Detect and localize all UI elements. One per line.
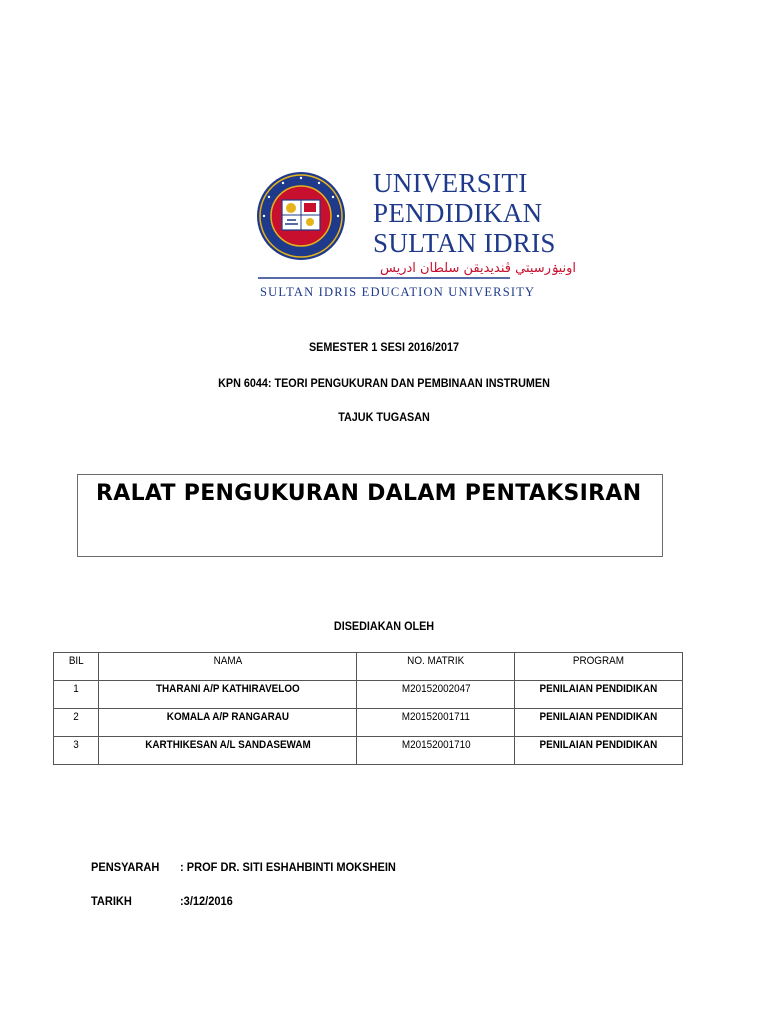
- cell-bil: 1: [54, 681, 99, 709]
- topic-label: TAJUK TUGASAN: [338, 410, 430, 424]
- header-program: PROGRAM: [515, 653, 683, 681]
- header-matrik: NO. MATRIK: [357, 653, 515, 681]
- table-header-row: [54, 653, 683, 681]
- header-bil: BIL: [54, 653, 99, 681]
- lecturer-label: PENSYARAH: [91, 860, 160, 874]
- assignment-title-box: [77, 474, 663, 557]
- cell-nama: KARTHIKESAN A/L SANDASEWAM: [98, 737, 357, 765]
- table-row: [54, 709, 683, 737]
- header-nama: NAMA: [98, 653, 357, 681]
- cell-bil: 2: [54, 709, 99, 737]
- cell-matrik: M20152001710: [357, 737, 515, 765]
- semester-line: SEMESTER 1 SESI 2016/2017: [308, 340, 460, 354]
- date-label: TARIKH: [91, 894, 132, 908]
- logo-name-line-2: PENDIDIKAN: [373, 198, 543, 228]
- logo-name-line-3: SULTAN IDRIS: [373, 228, 556, 258]
- cell-matrik: M20152001711: [357, 709, 515, 737]
- table-row: [54, 681, 683, 709]
- cell-nama: KOMALA A/P RANGARAU: [98, 709, 357, 737]
- cell-program: PENILAIAN PENDIDIKAN: [515, 681, 683, 709]
- logo-subtitle: SULTAN IDRIS EDUCATION UNIVERSITY: [260, 285, 536, 299]
- logo-name-line-1: UNIVERSITI: [373, 168, 528, 198]
- cell-program: PENILAIAN PENDIDIKAN: [515, 709, 683, 737]
- assignment-title: RALAT PENGUKURAN DALAM PENTAKSIRAN: [96, 481, 642, 506]
- cell-nama: THARANI A/P KATHIRAVELOO: [98, 681, 357, 709]
- members-table: [53, 652, 683, 765]
- prepared-by-label: DISEDIAKAN OLEH: [333, 619, 435, 633]
- course-line: KPN 6044: TEORI PENGUKURAN DAN PEMBINAAN INSTRUMEN: [218, 376, 550, 390]
- lecturer-value: : PROF DR. SITI ESHAHBINTI MOKSHEIN: [180, 860, 396, 874]
- cell-matrik: M20152002047: [357, 681, 515, 709]
- university-logo: [238, 150, 577, 318]
- cell-program: PENILAIAN PENDIDIKAN: [515, 737, 683, 765]
- logo-jawi-text: اونيۏرسيتي ڤنديديقن سلطان ادريس: [380, 261, 577, 276]
- date-value: :3/12/2016: [180, 894, 233, 908]
- table-row: [54, 737, 683, 765]
- cell-bil: 3: [54, 737, 99, 765]
